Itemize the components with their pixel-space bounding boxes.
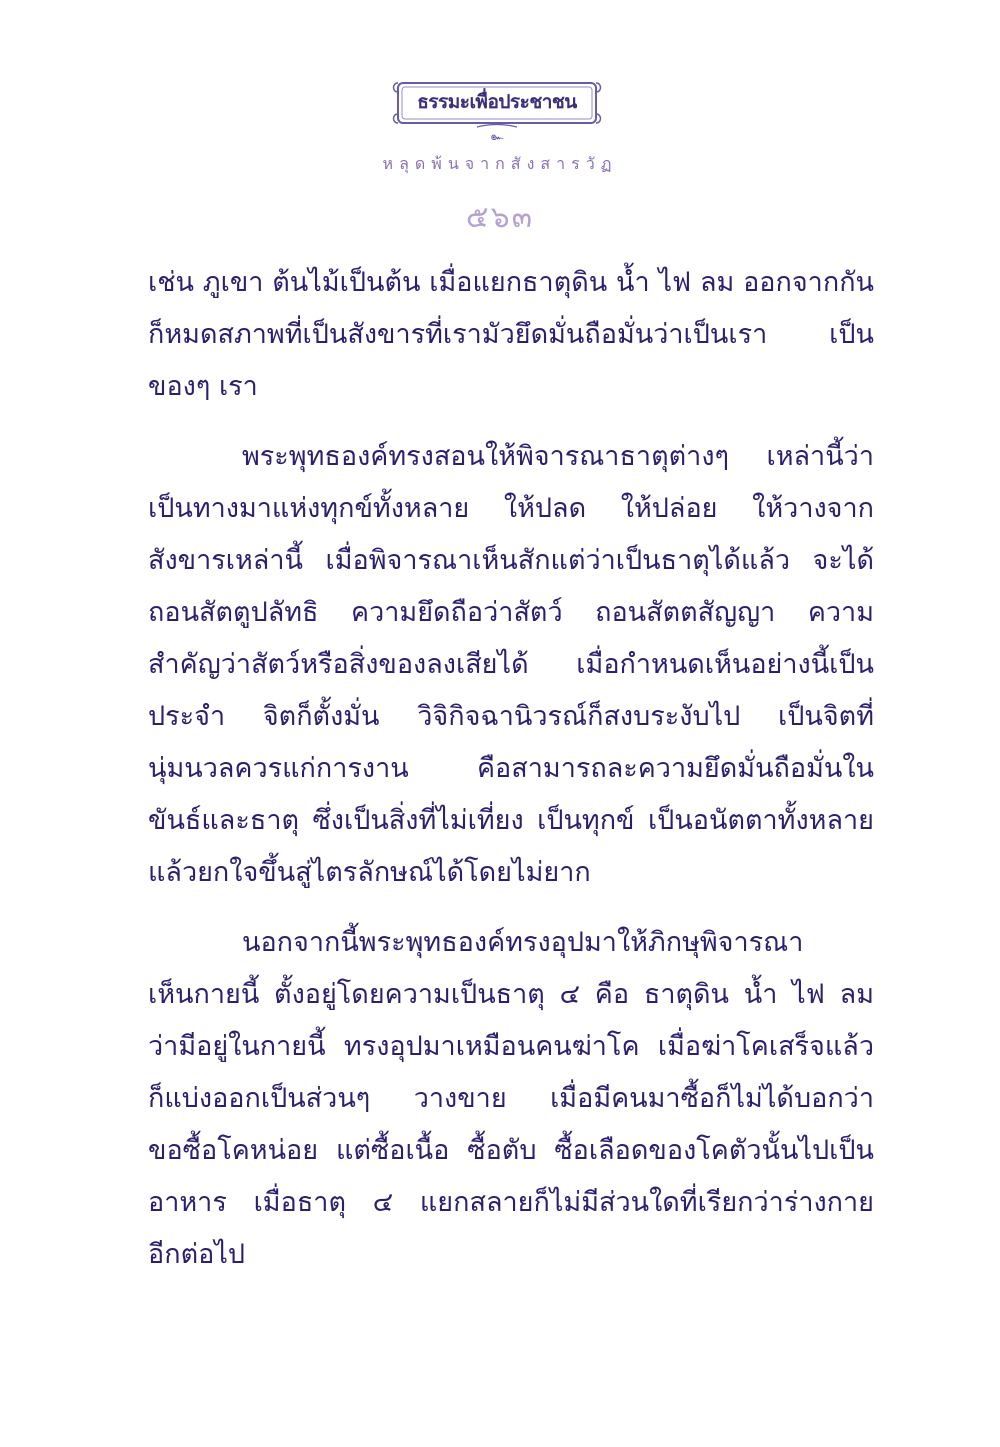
text-line: ขอซื้อโคหน่อย แต่ซื้อเนื้อ ซื้อตับ ซื้อเลือดของโคตัวนั้นไปเป็น <box>148 1135 874 1166</box>
text-line: ของๆ เรา <box>148 371 258 402</box>
paragraph-3 <box>148 917 874 1281</box>
text-line: ประจำ จิตก็ตั้งมั่น วิจิกิจฉานิวรณ์ก็สงบระงับไป เป็นจิตที่ <box>148 701 874 732</box>
text-line: อาหาร เมื่อธาตุ ๔ แยกสลายก็ไม่มีส่วนใดที่เรียกว่าร่างกาย <box>148 1187 874 1218</box>
text-line: สังขารเหล่านี้ เมื่อพิจารณาเห็นสักแต่ว่าเป็นธาตุได้แล้ว จะได้ <box>148 545 874 576</box>
logo-ornament: ๛ <box>490 130 504 143</box>
text-line: ถอนสัตตูปลัทธิ ความยึดถือว่าสัตว์ ถอนสัตตสัญญา ความ <box>148 597 874 628</box>
logo-title: ธรรมะเพื่อประชาชน <box>417 91 577 113</box>
text-line: นุ่มนวลควรแก่การงาน คือสามารถละความยึดมั่นถือมั่นใน <box>148 753 874 784</box>
text-line: ขันธ์และธาตุ ซึ่งเป็นสิ่งที่ไม่เที่ยง เป็นทุกข์ เป็นอนัตตาทั้งหลาย <box>148 805 874 836</box>
text-line: นอกจากนี้พระพุทธองค์ทรงอุปมาให้ภิกษุพิจารณา <box>242 927 804 958</box>
text-line: อีกต่อไป <box>148 1239 246 1270</box>
text-line: เป็นทางมาแห่งทุกข์ทั้งหลาย ให้ปลด ให้ปล่อย ให้วางจาก <box>148 493 874 524</box>
text-line: สำคัญว่าสัตว์หรือสิ่งของลงเสียได้ เมื่อกำหนดเห็นอย่างนี้เป็น <box>148 649 874 680</box>
text-line: พระพุทธองค์ทรงสอนให้พิจารณาธาตุต่างๆ เหล่านี้ว่า <box>242 441 874 472</box>
text-line: เช่น ภูเขา ต้นไม้เป็นต้น เมื่อแยกธาตุดิน น้ำ ไฟ ลม ออกจากกัน <box>148 267 874 298</box>
paragraph-2 <box>148 431 874 899</box>
book-logo <box>392 80 602 146</box>
text-line: เห็นกายนี้ ตั้งอยู่โดยความเป็นธาตุ ๔ คือ ธาตุดิน น้ำ ไฟ ลม <box>148 979 874 1010</box>
text-line: ว่ามีอยู่ในกายนี้ ทรงอุปมาเหมือนคนฆ่าโค เมื่อฆ่าโคเสร็จแล้ว <box>148 1031 874 1062</box>
text-line: ก็แบ่งออกเป็นส่วนๆ วางขาย เมื่อมีคนมาซื้อก็ไม่ได้บอกว่า <box>148 1083 874 1114</box>
body-text <box>148 257 874 1299</box>
paragraph-1 <box>148 257 874 413</box>
chapter-title: หลุดพ้นจากสังสารวัฏ <box>382 154 618 173</box>
text-line: ก็หมดสภาพที่เป็นสังขารที่เรามัวยึดมั่นถือมั่นว่าเป็นเรา เป็น <box>148 319 874 350</box>
text-line: แล้วยกใจขึ้นสู่ไตรลักษณ์ได้โดยไม่ยาก <box>148 857 591 888</box>
page-number: ๕๖๓ <box>465 200 535 235</box>
